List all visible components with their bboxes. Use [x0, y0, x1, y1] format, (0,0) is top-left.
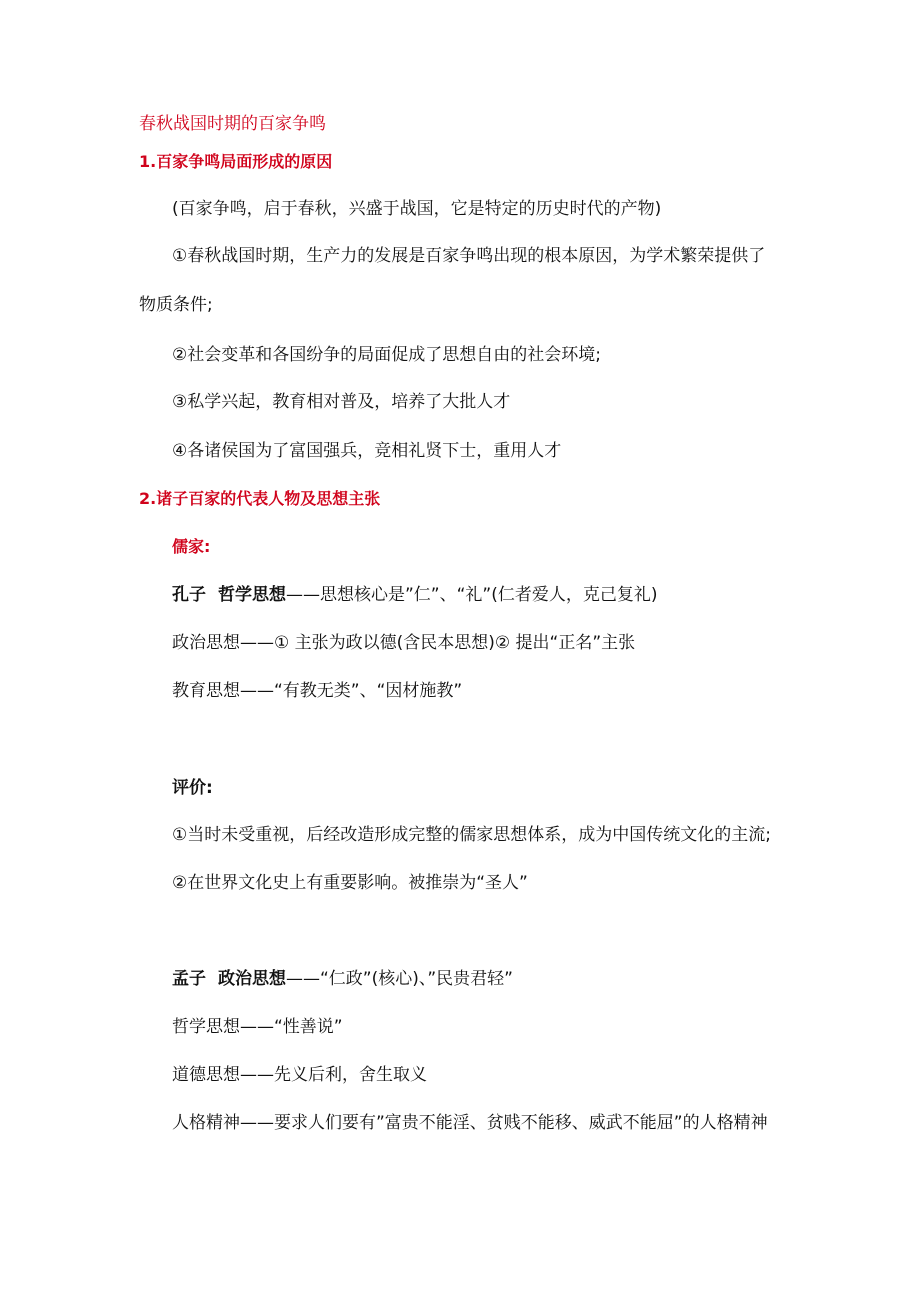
- kongzi-politics: 政治思想——① 主张为政以德(含民本思想)② 提出“正名”主张: [172, 633, 636, 653]
- kongzi-philosophy-line: [172, 583, 658, 607]
- cause-item-2: ②社会变革和各国纷争的局面促成了思想自由的社会环境;: [172, 345, 601, 365]
- kongzi-philosophy-text: ——思想核心是”仁”、“礼”(仁者爱人，克己复礼): [286, 585, 658, 605]
- evaluation-item-1: ①当时未受重视，后经改造形成完整的儒家思想体系，成为中国传统文化的主流;: [172, 825, 771, 845]
- mengzi-name: 孟子: [172, 969, 206, 989]
- mengzi-personality: 人格精神——要求人们要有”富贵不能淫、贫贱不能移、威武不能屈”的人格精神: [172, 1113, 768, 1133]
- mengzi-morality: 道德思想——先义后利，舍生取义: [172, 1065, 427, 1085]
- kongzi-philosophy-label: 哲学思想: [218, 585, 286, 605]
- mengzi-politics-label: 政治思想: [218, 969, 286, 989]
- kongzi-education: 教育思想——“有教无类”、“因材施教”: [172, 681, 463, 701]
- section-heading-causes: 1.百家争鸣局面形成的原因: [139, 152, 333, 171]
- cause-item-1-line1: ①春秋战国时期，生产力的发展是百家争鸣出现的根本原因，为学术繁荣提供了: [172, 246, 766, 266]
- document-title: 春秋战国时期的百家争鸣: [139, 114, 326, 134]
- cause-item-1-line2: 物质条件;: [139, 295, 213, 315]
- evaluation-item-2: ②在世界文化史上有重要影响。被推崇为“圣人”: [172, 873, 528, 893]
- mengzi-politics-line: [172, 967, 513, 991]
- cause-item-4: ④各诸侯国为了富国强兵，竞相礼贤下士，重用人才: [172, 441, 562, 461]
- school-label-confucian: 儒家:: [172, 537, 211, 556]
- cause-item-3: ③私学兴起，教育相对普及，培养了大批人才: [172, 392, 511, 412]
- intro-paragraph: (百家争鸣，启于春秋，兴盛于战国，它是特定的历史时代的产物): [172, 199, 662, 219]
- section-heading-schools: 2.诸子百家的代表人物及思想主张: [139, 489, 381, 508]
- kongzi-name: 孔子: [172, 585, 206, 605]
- mengzi-philosophy: 哲学思想——“性善说”: [172, 1017, 343, 1037]
- evaluation-label: 评价:: [172, 778, 213, 798]
- mengzi-politics-text: ——“仁政”(核心)、”民贵君轻”: [286, 969, 513, 989]
